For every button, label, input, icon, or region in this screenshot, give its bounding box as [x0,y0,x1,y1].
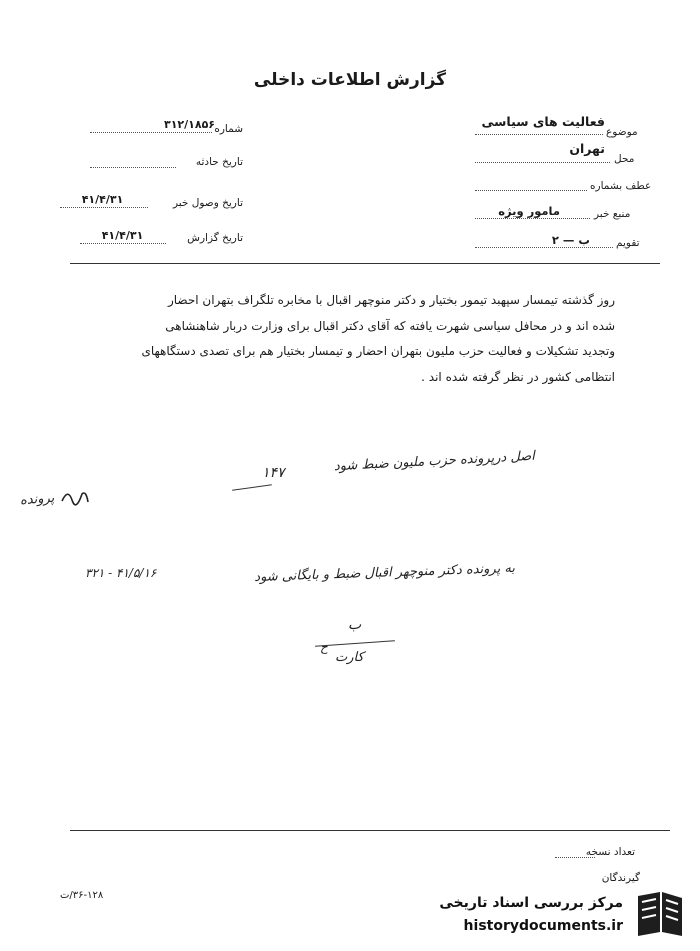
incident-date-dotted-line [90,167,176,168]
number-dotted-line [90,132,212,133]
handwritten-note-reference: ۳۲۱ - ۴۱/۵/۱۶ [85,566,157,580]
handwritten-initials: ب [348,617,362,633]
recipients-label: گیرندگان [601,872,640,884]
number-value: ۳۱۲/۱۸۵۶ [163,118,215,131]
incident-date-label: تاریخ حادثه [195,156,243,168]
reference-dotted-line [475,190,587,191]
source-label: منبع خبر [594,208,631,220]
evaluation-dotted-line [475,247,613,248]
number-label: شماره [214,123,243,135]
received-date-dotted-line [60,207,148,208]
reference-label: عطف بشماره [590,180,652,192]
header-divider [70,263,660,264]
subject-label: موضوع [606,126,638,138]
body-line: روز گذشته تیمسار سپهبد تیمور بختیار و دکتر منوچهر اقبال با مخابره تلگراف بتهران احضار [167,293,615,307]
report-body [95,288,615,390]
subject-value: فعالیت های سیاسی [481,114,605,129]
handwritten-mark: ح [320,640,328,654]
handwritten-side-note: پرونده [19,490,55,509]
watermark-url: historydocuments.ir [463,918,623,934]
body-line: انتظامی کشور در نظر گرفته شده اند . [421,369,615,384]
evaluation-label: تقویم [616,237,640,249]
source-value: مامور ویژه [498,204,560,218]
handwritten-note-archive: اصل درپرونده حزب ملیون ضبط شود [333,448,536,475]
signature-scribble-icon [60,486,90,508]
place-label: محل [614,153,635,165]
report-date-dotted-line [80,243,166,244]
handwritten-underline [232,484,272,491]
handwritten-note-file: به پرونده دکتر منوچهر اقبال ضبط و بایگانی شود [254,560,516,586]
book-logo-icon [630,888,688,940]
watermark-title: مرکز بررسی اسناد تاریخی [439,895,623,911]
footer-divider [70,830,670,831]
source-dotted-line [475,218,590,219]
handwritten-note-number: ۱۴۷ [262,465,285,481]
copies-label: تعداد نسخه [585,846,635,858]
place-dotted-line [475,162,610,163]
form-code: ۳۶-۱۲۸/ت [60,890,104,901]
copies-dotted-line [555,857,595,858]
subject-dotted-line [475,134,603,135]
report-date-value: ۴۱/۴/۳۱ [101,229,144,242]
received-date-label: تاریخ وصول خبر [172,197,243,209]
document-title: گزارش اطلاعات داخلی [253,70,447,90]
report-date-label: تاریخ گزارش [187,232,243,244]
evaluation-value: ب — ۲ [551,233,590,247]
received-date-value: ۴۱/۴/۳۱ [81,193,124,206]
place-value: تهران [569,141,605,156]
handwritten-archive-mark: کارت [335,650,364,665]
body-line: شده اند و در محافل سیاسی شهرت یافته که آقای دکتر اقبال برای وزارت دربار شاهنشاهی [165,318,615,333]
body-line: وتجدید تشکیلات و فعالیت حزب ملیون بتهران احضار و تیمسار بختیار هم برای تصدی دستگاههای [141,344,615,358]
